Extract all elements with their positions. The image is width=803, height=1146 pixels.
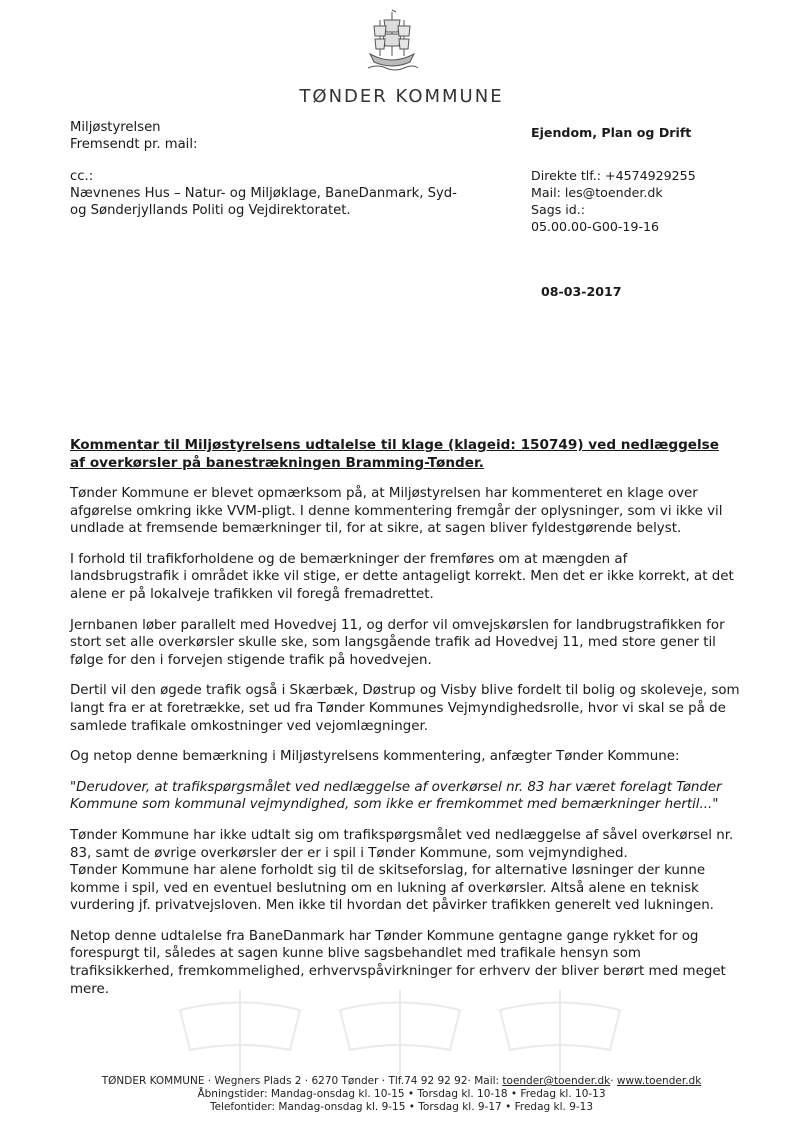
case-id: 05.00.00-G00-19-16 xyxy=(531,219,660,234)
letter-body xyxy=(70,485,740,1011)
cc-label: cc.: xyxy=(70,169,94,184)
ship-logo-icon xyxy=(362,6,422,76)
footer-opening-hours: Åbningstider: Mandag-onsdag kl. 10-15 • Torsdag kl. 10-18 • Fredag kl. 10-13 xyxy=(197,1088,606,1100)
paragraph: Tønder Kommune har ikke udtalt sig om trafikspørgsmålet ved nedlæggelse af såvel overkørsel nr. 83, samt de øvrige overkørsler der er i spil i Tønder Kommune, som vejmyndighed. xyxy=(70,827,734,861)
paragraph: Netop denne udtalelse fra BaneDanmark har Tønder Kommune gentagne gange rykket for og forespurgt til, således at sagen kunne blive sagsbehandlet med trafikale hensyn som trafiksikkerhed, fremkommelighed, erhvervspåvirkninger for erhverv der bliver berørt med meget mere. xyxy=(70,928,726,997)
cc-line-1: Nævnenes Hus – Natur- og Miljøklage, BaneDanmark, Syd- xyxy=(70,186,457,201)
footer-phone-hours: Telefontider: Mandag-onsdag kl. 9-15 • Torsdag kl. 9-17 • Fredag kl. 9-13 xyxy=(209,1101,594,1113)
case-id-label: Sags id.: xyxy=(531,202,586,217)
recipient-delivery: Fremsendt pr. mail: xyxy=(70,137,198,152)
cc-line-2: og Sønderjyllands Politi og Vejdirektoratet. xyxy=(70,203,351,218)
heading-line-1: Kommentar til Miljøstyrelsens udtalelse til klage (klageid: 150749) ved nedlæggelse xyxy=(70,437,719,453)
ship-watermark-icon xyxy=(120,990,680,1080)
paragraph: Dertil vil den øgede trafik også i Skærbæk, Døstrup og Visby blive fordelt til bolig og skoleveje, som langt fra er at foretrække, set ud fra Tønder Kommunes Vejmyndighedsrolle, hvor vi skal se på de samlede trafikale omkostninger ved vejomlægninger. xyxy=(70,683,740,734)
heading-line-2: af overkørsler på banestrækningen Bramming-Tønder. xyxy=(70,455,484,471)
sender-phone: Direkte tlf.: +4574929255 xyxy=(531,168,696,183)
letter-footer xyxy=(0,1075,803,1114)
footer-website-link[interactable]: www.toender.dk xyxy=(616,1075,702,1087)
paragraph: Og netop denne bemærkning i Miljøstyrelsens kommentering, anfægter Tønder Kommune: xyxy=(70,749,680,765)
quoted-paragraph: "Derudover, at trafikspørgsmålet ved nedlæggelse af overkørsel nr. 83 har været forelagt Tønder Kommune som kommunal vejmyndighed, som ikke er fremkommet med bemærkninger hertil..." xyxy=(70,779,722,813)
footer-address-line xyxy=(0,1075,803,1088)
footer-email-link[interactable]: toender@toender.dk xyxy=(502,1075,611,1087)
footer-municipality: TØNDER KOMMUNE xyxy=(101,1075,205,1087)
cc-block xyxy=(70,168,457,219)
sender-contact xyxy=(531,167,696,235)
letter-date: 08-03-2017 xyxy=(541,284,622,299)
paragraph: Tønder Kommune er blevet opmærksom på, at Miljøstyrelsen har kommenteret en klage over afgørelse omkring ikke VVM-pligt. I denne kommentering fremgår der oplysninger, som vi ikke vil undlade at fremsende bemærkninger til, for at sikre, at sagen bliver fyldestgørende belyst. xyxy=(70,486,723,537)
recipient-name: Miljøstyrelsen xyxy=(70,120,161,135)
sender-department: Ejendom, Plan og Drift xyxy=(531,125,692,140)
municipality-title: TØNDER KOMMUNE xyxy=(299,86,504,107)
paragraph: Tønder Kommune har alene forholdt sig til de skitseforslag, for alternative løsninger der kunne komme i spil, ved en eventuel beslutning om en lukning af overkørsler. Altså alene en teknisk vurdering jf. privatvejsloven. Men ikke til hvordan det påvirker trafikken generelt ved lukningen. xyxy=(70,863,714,914)
footer-separator: · xyxy=(610,1075,617,1087)
footer-address: · Wegners Plads 2 · 6270 Tønder · Tlf.74 92 92 92· Mail: xyxy=(204,1075,503,1087)
paragraph: I forhold til trafikforholdene og de bemærkninger der fremføres om at mængden af landsbrugstrafik i området ikke vil stige, er dette antageligt korrekt. Men det er ikke korrekt, at det alene er på lokalveje trafikken vil foregå fremadrettet. xyxy=(70,551,734,602)
letter-heading xyxy=(70,436,738,472)
sender-mail: Mail: les@toender.dk xyxy=(531,185,663,200)
recipient-block xyxy=(70,119,197,153)
paragraph: Jernbanen løber parallelt med Hovedvej 11, og derfor vil omvejskørslen for landbrugstrafikken for stort set alle overkørsler skulle ske, som langsgående trafik ad Hovedvej 11, med store gener til følge for den i forvejen stigende trafik på hovedvejen. xyxy=(70,617,725,668)
